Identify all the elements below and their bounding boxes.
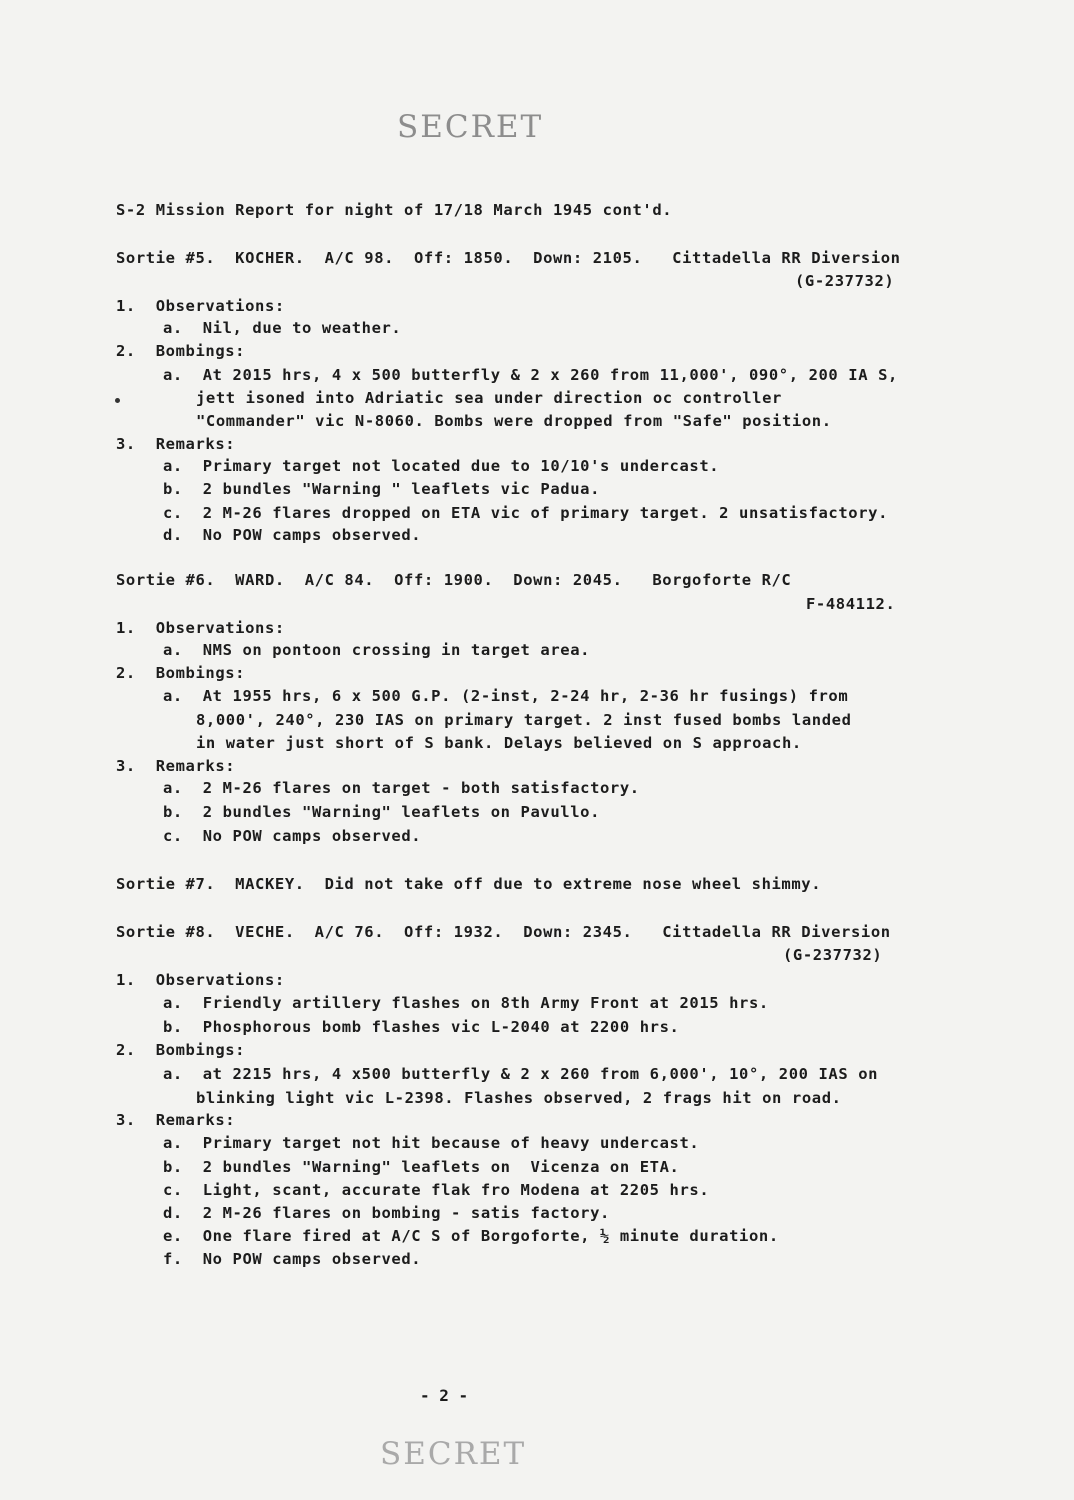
report-line: a. at 2215 hrs, 4 x500 butterfly & 2 x 260 from 6,000', 10°, 200 IAS on: [163, 1065, 879, 1083]
report-line: b. 2 bundles "Warning " leaflets vic Padua.: [163, 480, 600, 498]
report-line: blinking light vic L-2398. Flashes observed, 2 frags hit on road.: [196, 1089, 842, 1107]
report-line: Sortie #8. VECHE. A/C 76. Off: 1932. Down: 2345. Cittadella RR Diversion: [116, 923, 891, 941]
report-line: e. One flare fired at A/C S of Borgoforte, ½ minute duration.: [163, 1227, 779, 1245]
report-line: c. 2 M-26 flares dropped on ETA vic of primary target. 2 unsatisfactory.: [163, 504, 889, 522]
report-line: a. Friendly artillery flashes on 8th Army Front at 2015 hrs.: [163, 994, 769, 1012]
report-line: 3. Remarks:: [116, 1111, 236, 1129]
report-line: b. 2 bundles "Warning" leaflets on Vicenza on ETA.: [163, 1158, 680, 1176]
report-line: c. Light, scant, accurate flak fro Modena at 2205 hrs.: [163, 1181, 710, 1199]
secret-stamp-top: SECRET: [397, 109, 544, 145]
report-line: a. At 2015 hrs, 4 x 500 butterfly & 2 x 260 from 11,000', 090°, 200 IA S,: [163, 366, 898, 384]
report-line: Sortie #6. WARD. A/C 84. Off: 1900. Down: 2045. Borgoforte R/C: [116, 571, 792, 589]
margin-dot: [115, 398, 120, 403]
report-line: jett isoned into Adriatic sea under direction oc controller: [196, 389, 782, 407]
report-line: 1. Observations:: [116, 619, 285, 637]
report-line: (G-237732): [783, 946, 883, 964]
report-line: F-484112.: [806, 595, 896, 613]
report-line: 3. Remarks:: [116, 757, 236, 775]
report-line: b. 2 bundles "Warning" leaflets on Pavullo.: [163, 803, 600, 821]
report-line: 8,000', 240°, 230 IAS on primary target. 2 inst fused bombs landed: [196, 711, 852, 729]
report-line: d. 2 M-26 flares on bombing - satis factory.: [163, 1204, 610, 1222]
report-line: 2. Bombings:: [116, 664, 246, 682]
report-line: S-2 Mission Report for night of 17/18 March 1945 cont'd.: [116, 201, 673, 219]
report-line: f. No POW camps observed.: [163, 1250, 422, 1268]
report-line: Sortie #7. MACKEY. Did not take off due to extreme nose wheel shimmy.: [116, 875, 822, 893]
report-line: 2. Bombings:: [116, 1041, 246, 1059]
report-line: 3. Remarks:: [116, 435, 236, 453]
report-line: 1. Observations:: [116, 971, 285, 989]
report-line: a. Nil, due to weather.: [163, 319, 402, 337]
report-line: c. No POW camps observed.: [163, 827, 422, 845]
report-line: d. No POW camps observed.: [163, 526, 422, 544]
report-line: Sortie #5. KOCHER. A/C 98. Off: 1850. Down: 2105. Cittadella RR Diversion: [116, 249, 901, 267]
report-line: a. At 1955 hrs, 6 x 500 G.P. (2-inst, 2-24 hr, 2-36 hr fusings) from: [163, 687, 849, 705]
report-line: 1. Observations:: [116, 297, 285, 315]
report-line: (G-237732): [795, 272, 895, 290]
report-line: a. NMS on pontoon crossing in target area.: [163, 641, 591, 659]
report-line: "Commander" vic N-8060. Bombs were dropped from "Safe" position.: [196, 412, 832, 430]
secret-stamp-bottom: SECRET: [380, 1436, 527, 1472]
report-line: a. 2 M-26 flares on target - both satisfactory.: [163, 779, 640, 797]
report-line: a. Primary target not hit because of heavy undercast.: [163, 1134, 700, 1152]
page-number: - 2 -: [420, 1386, 469, 1405]
report-line: b. Phosphorous bomb flashes vic L-2040 at 2200 hrs.: [163, 1018, 680, 1036]
report-line: 2. Bombings:: [116, 342, 246, 360]
report-line: in water just short of S bank. Delays believed on S approach.: [196, 734, 802, 752]
report-line: a. Primary target not located due to 10/10's undercast.: [163, 457, 720, 475]
